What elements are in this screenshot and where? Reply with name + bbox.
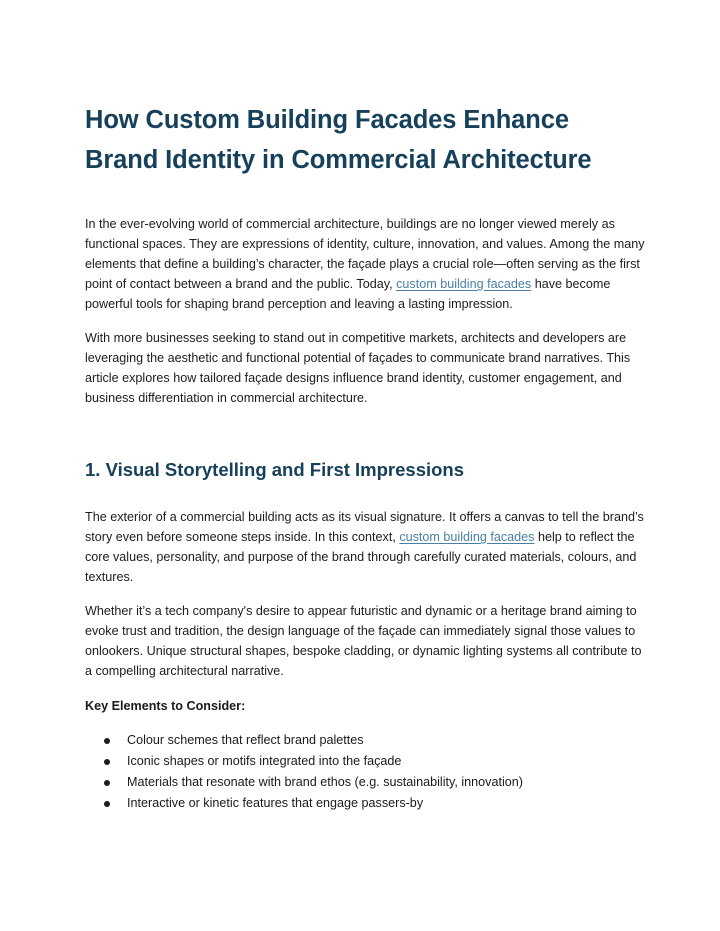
intro-text-before-link: In the ever-evolving world of commercial architecture, buildings are no longer viewed merely as functional spaces. They are expressions of identity, culture, innovation, and values. Among the many elements that define a building’s character, the façade plays a crucial role—often serving as the first point of contact between a brand and the public. Today, [85, 217, 645, 291]
list-item [85, 793, 645, 814]
list-item-text: Iconic shapes or motifs integrated into the façade [127, 754, 402, 768]
section1-text-before-link: The exterior of a commercial building acts as its visual signature. It offers a canvas to tell the brand’s story even before someone steps inside. In this context, [85, 510, 644, 544]
intro-paragraph-2: With more businesses seeking to stand out in competitive markets, architects and developers are leveraging the aesthetic and functional potential of façades to communicate brand narratives. This article explores how tailored façade designs influence brand identity, customer engagement, and business differentiation in commercial architecture. [85, 331, 631, 405]
list-item-text: Materials that resonate with brand ethos (e.g. sustainability, innovation) [127, 775, 523, 789]
section-heading-visual-storytelling: 1. Visual Storytelling and First Impressions [85, 459, 465, 480]
list-item-text: Colour schemes that reflect brand palettes [127, 733, 364, 747]
section1-paragraph-2: Whether it’s a tech company's desire to appear futuristic and dynamic or a heritage brand aiming to evoke trust and tradition, the design language of the façade can immediately signal those values to onlookers. Unique structural shapes, bespoke cladding, or dynamic lighting systems all contribute to a compelling architectural narrative. [85, 604, 642, 678]
list-item [85, 751, 645, 772]
intro-text-after-link: have become powerful tools for shaping brand perception and leaving a lasting impression. [85, 277, 611, 311]
bullet-icon [104, 801, 110, 807]
bullet-icon [104, 738, 110, 744]
section1-text-after-link: help to reflect the core values, personality, and purpose of the brand through carefully curated materials, colours, and textures. [85, 530, 637, 584]
bullet-icon [104, 780, 110, 786]
intro-paragraph-1 [85, 214, 645, 314]
key-elements-heading: Key Elements to Consider: [85, 699, 246, 713]
list-item [85, 730, 645, 751]
document-page [85, 100, 645, 814]
list-item-text: Interactive or kinetic features that engage passers-by [127, 796, 424, 810]
section1-paragraph-1 [85, 507, 645, 587]
custom-building-facades-link-2[interactable]: custom building facades [399, 530, 535, 544]
article-title: How Custom Building Facades Enhance Brand Identity in Commercial Architecture [85, 106, 592, 174]
key-elements-list [85, 730, 645, 814]
list-item [85, 772, 645, 793]
bullet-icon [104, 759, 110, 765]
custom-building-facades-link[interactable]: custom building facades [396, 277, 532, 291]
